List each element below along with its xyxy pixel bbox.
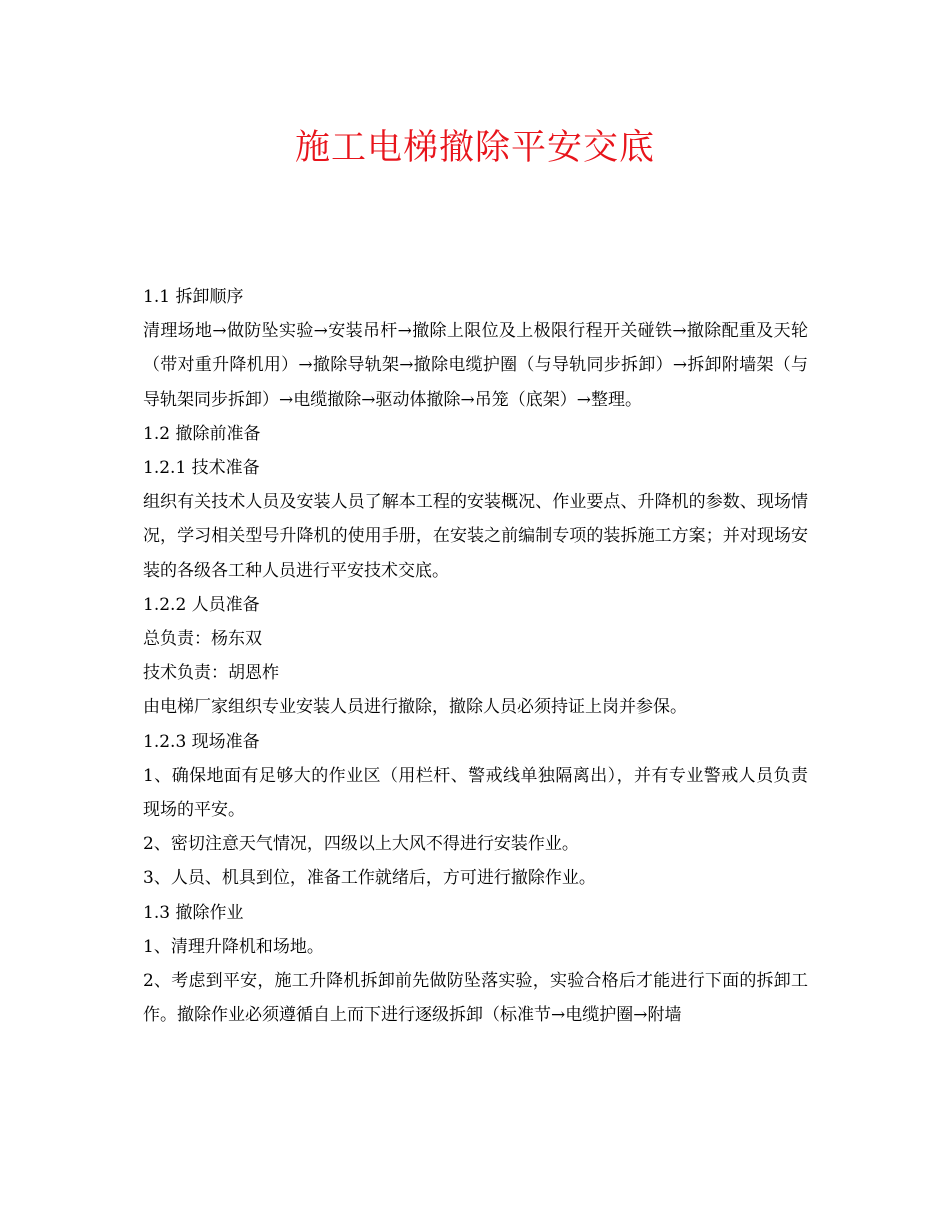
list-item: 1、确保地面有足够大的作业区（用栏杆、警戒线单独隔离出），并有专业警戒人员负责现场的平安。 — [143, 765, 808, 821]
subsection-heading: 1.2.1 技术准备 — [143, 458, 260, 479]
list-item: 3、人员、机具到位，准备工作就绪后，方可进行撤除作业。 — [143, 868, 596, 889]
list-item: 1、清理升降机和场地。 — [143, 936, 324, 957]
body-paragraph: 清理场地→做防坠实验→安装吊杆→撤除上限位及上极限行程开关碰铁→撤除配重及天轮（带对重升降机用）→撤除导轨架→撤除电缆护圈（与导轨同步拆卸）→拆卸附墙架（与导轨架同步拆卸）→电缆撤除→驱动体撤除→吊笼（底架）→整理。 — [143, 321, 808, 410]
section-heading: 1.2 撤除前准备 — [143, 423, 261, 444]
body-paragraph: 总负责：杨东双 — [143, 629, 262, 650]
document-body — [143, 280, 808, 1032]
body-paragraph: 组织有关技术人员及安装人员了解本工程的安装概况、作业要点、升降机的参数、现场情况，学习相关型号升降机的使用手册，在安装之前编制专项的装拆施工方案；并对现场安装的各级各工种人员进行平安技术交底。 — [143, 492, 808, 581]
body-paragraph: 由电梯厂家组织专业安装人员进行撤除，撤除人员必须持证上岗并参保。 — [143, 697, 687, 718]
section-heading: 1.3 撤除作业 — [143, 902, 244, 923]
list-item: 2、密切注意天气情况，四级以上大风不得进行安装作业。 — [143, 834, 579, 855]
subsection-heading: 1.2.2 人员准备 — [143, 594, 260, 615]
document-title: 施工电梯撤除平安交底 — [294, 128, 655, 168]
subsection-heading: 1.2.3 现场准备 — [143, 731, 260, 752]
body-paragraph: 技术负责：胡恩柞 — [143, 663, 279, 684]
list-item: 2、考虑到平安，施工升降机拆卸前先做防坠落实验，实验合格后才能进行下面的拆卸工作。撤除作业必须遵循自上而下进行逐级拆卸（标准节→电缆护圈→附墙 — [143, 971, 808, 1026]
section-heading: 1.1 拆卸顺序 — [143, 287, 244, 307]
